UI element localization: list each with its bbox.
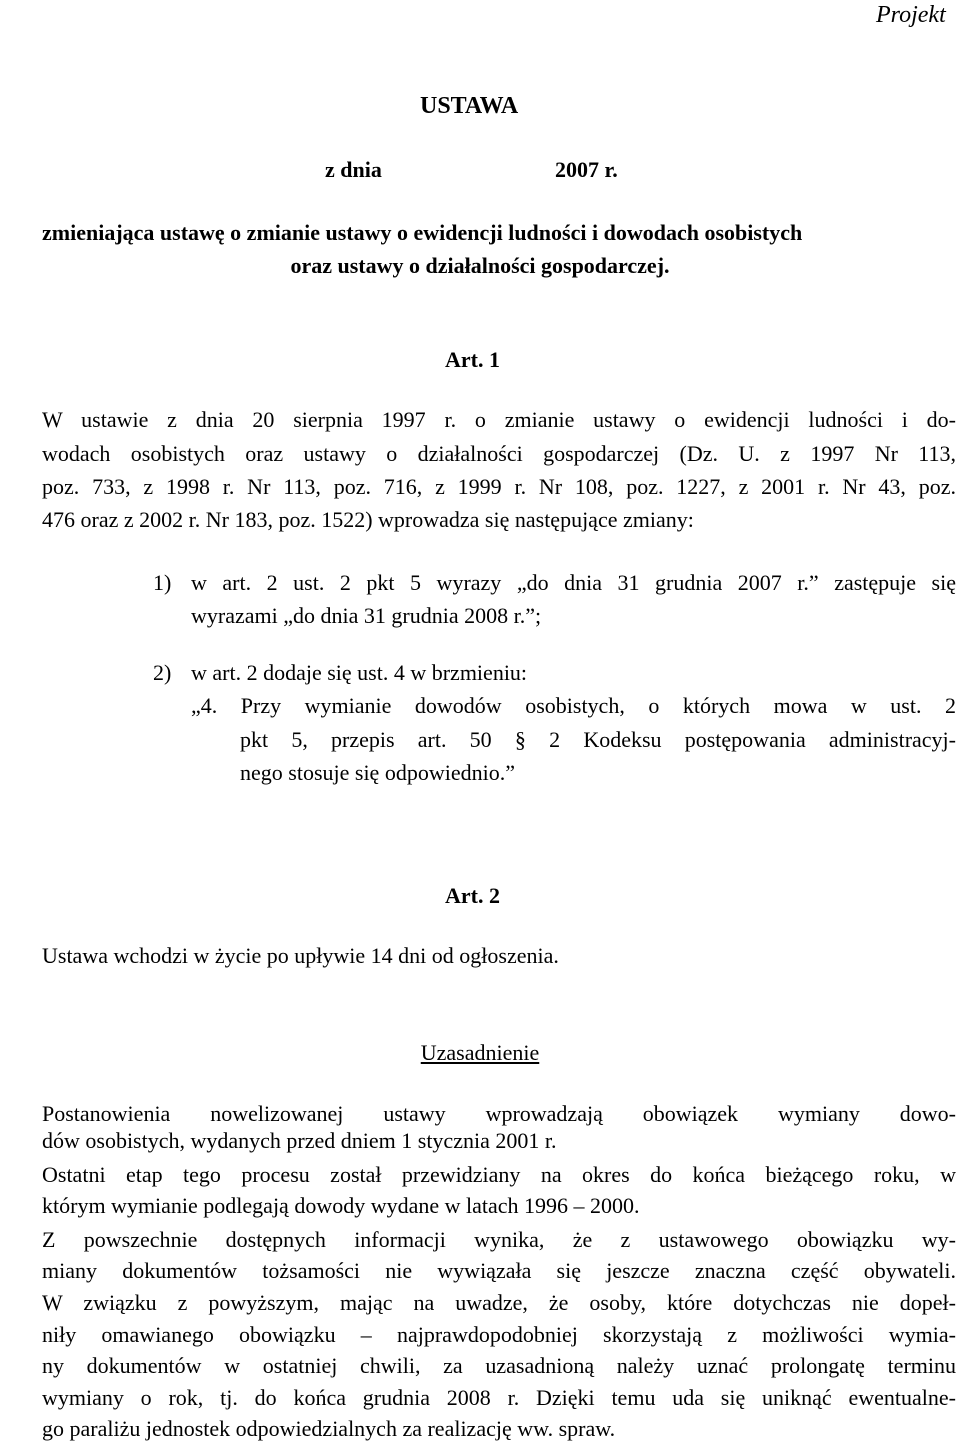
justification-line: go paraliżu jednostek odpowiedzialnych za realizację ww. spraw.: [42, 1416, 616, 1441]
quoted-provision-line: nego stosuje się odpowiednio.”: [240, 760, 515, 785]
justification-line: Z powszechnie dostępnych informacji wynika, że z ustawowego obowiązku wy-: [42, 1227, 956, 1252]
justification-line: dów osobistych, wydanych przed dniem 1 stycznia 2001 r.: [42, 1128, 557, 1153]
art1-intro-line: poz. 733, z 1998 r. Nr 113, poz. 716, z 1999 r. Nr 108, poz. 1227, z 2001 r. Nr 43, poz.: [42, 474, 956, 499]
act-date-prefix: z dnia: [325, 157, 382, 182]
justification-line: W związku z powyższym, mając na uwadze, że osoby, które dotychczas nie dopeł-: [42, 1290, 956, 1315]
item-text-line: wyrazami „do dnia 31 grudnia 2008 r.”;: [191, 603, 542, 628]
quoted-provision-line: „4. Przy wymianie dowodów osobistych, o których mowa w ust. 2: [191, 693, 956, 718]
justification-line: którym wymianie podlegają dowody wydane w latach 1996 – 2000.: [42, 1193, 640, 1218]
art1-heading: Art. 1: [445, 347, 500, 372]
art2-text: Ustawa wchodzi w życie po upływie 14 dni od ogłoszenia.: [42, 943, 559, 968]
item-number: 1): [153, 570, 172, 595]
act-date-year: 2007 r.: [555, 157, 618, 182]
justification-line: Ostatni etap tego procesu został przewidziany na okres do końca bieżącego roku, w: [42, 1162, 956, 1187]
justification-line: miany dokumentów tożsamości nie wywiązała się jeszcze znaczna część obywateli.: [42, 1258, 956, 1283]
item-text-line: w art. 2 dodaje się ust. 4 w brzmieniu:: [191, 660, 528, 685]
art1-intro-line: W ustawie z dnia 20 sierpnia 1997 r. o zmianie ustawy o ewidencji ludności i do-: [42, 407, 956, 432]
justification-heading: Uzasadnienie: [420, 1040, 540, 1065]
project-label: Projekt: [876, 2, 946, 28]
justification-line: ny dokumentów w ostatniej chwili, za uzasadnioną należy uznać prolongatę terminu: [42, 1353, 956, 1378]
act-subject-line-2: oraz ustawy o działalności gospodarczej.: [290, 253, 670, 278]
justification-line: wymiany o rok, tj. do końca grudnia 2008 r. Dzięki temu uda się uniknąć ewentualne-: [42, 1385, 956, 1410]
act-title: USTAWA: [420, 93, 519, 119]
art2-heading: Art. 2: [445, 883, 500, 908]
justification-line: niły omawianego obowiązku – najprawdopodobniej skorzystają z możliwości wymia-: [42, 1322, 956, 1347]
item-number: 2): [153, 660, 172, 685]
item-text-line: w art. 2 ust. 2 pkt 5 wyrazy „do dnia 31 grudnia 2007 r.” zastępuje się: [191, 570, 956, 595]
art1-intro-line: wodach osobistych oraz ustawy o działalności gospodarczej (Dz. U. z 1997 Nr 113,: [42, 441, 956, 466]
justification-line: Postanowienia nowelizowanej ustawy wprowadzają obowiązek wymiany dowo-: [42, 1101, 956, 1126]
act-subject-line-1: zmieniająca ustawę o zmianie ustawy o ewidencji ludności i dowodach osobistych: [42, 220, 803, 245]
art1-intro-line: 476 oraz z 2002 r. Nr 183, poz. 1522) wprowadza się następujące zmiany:: [42, 507, 694, 532]
quoted-provision-line: pkt 5, przepis art. 50 § 2 Kodeksu postępowania administracyj-: [240, 727, 956, 752]
